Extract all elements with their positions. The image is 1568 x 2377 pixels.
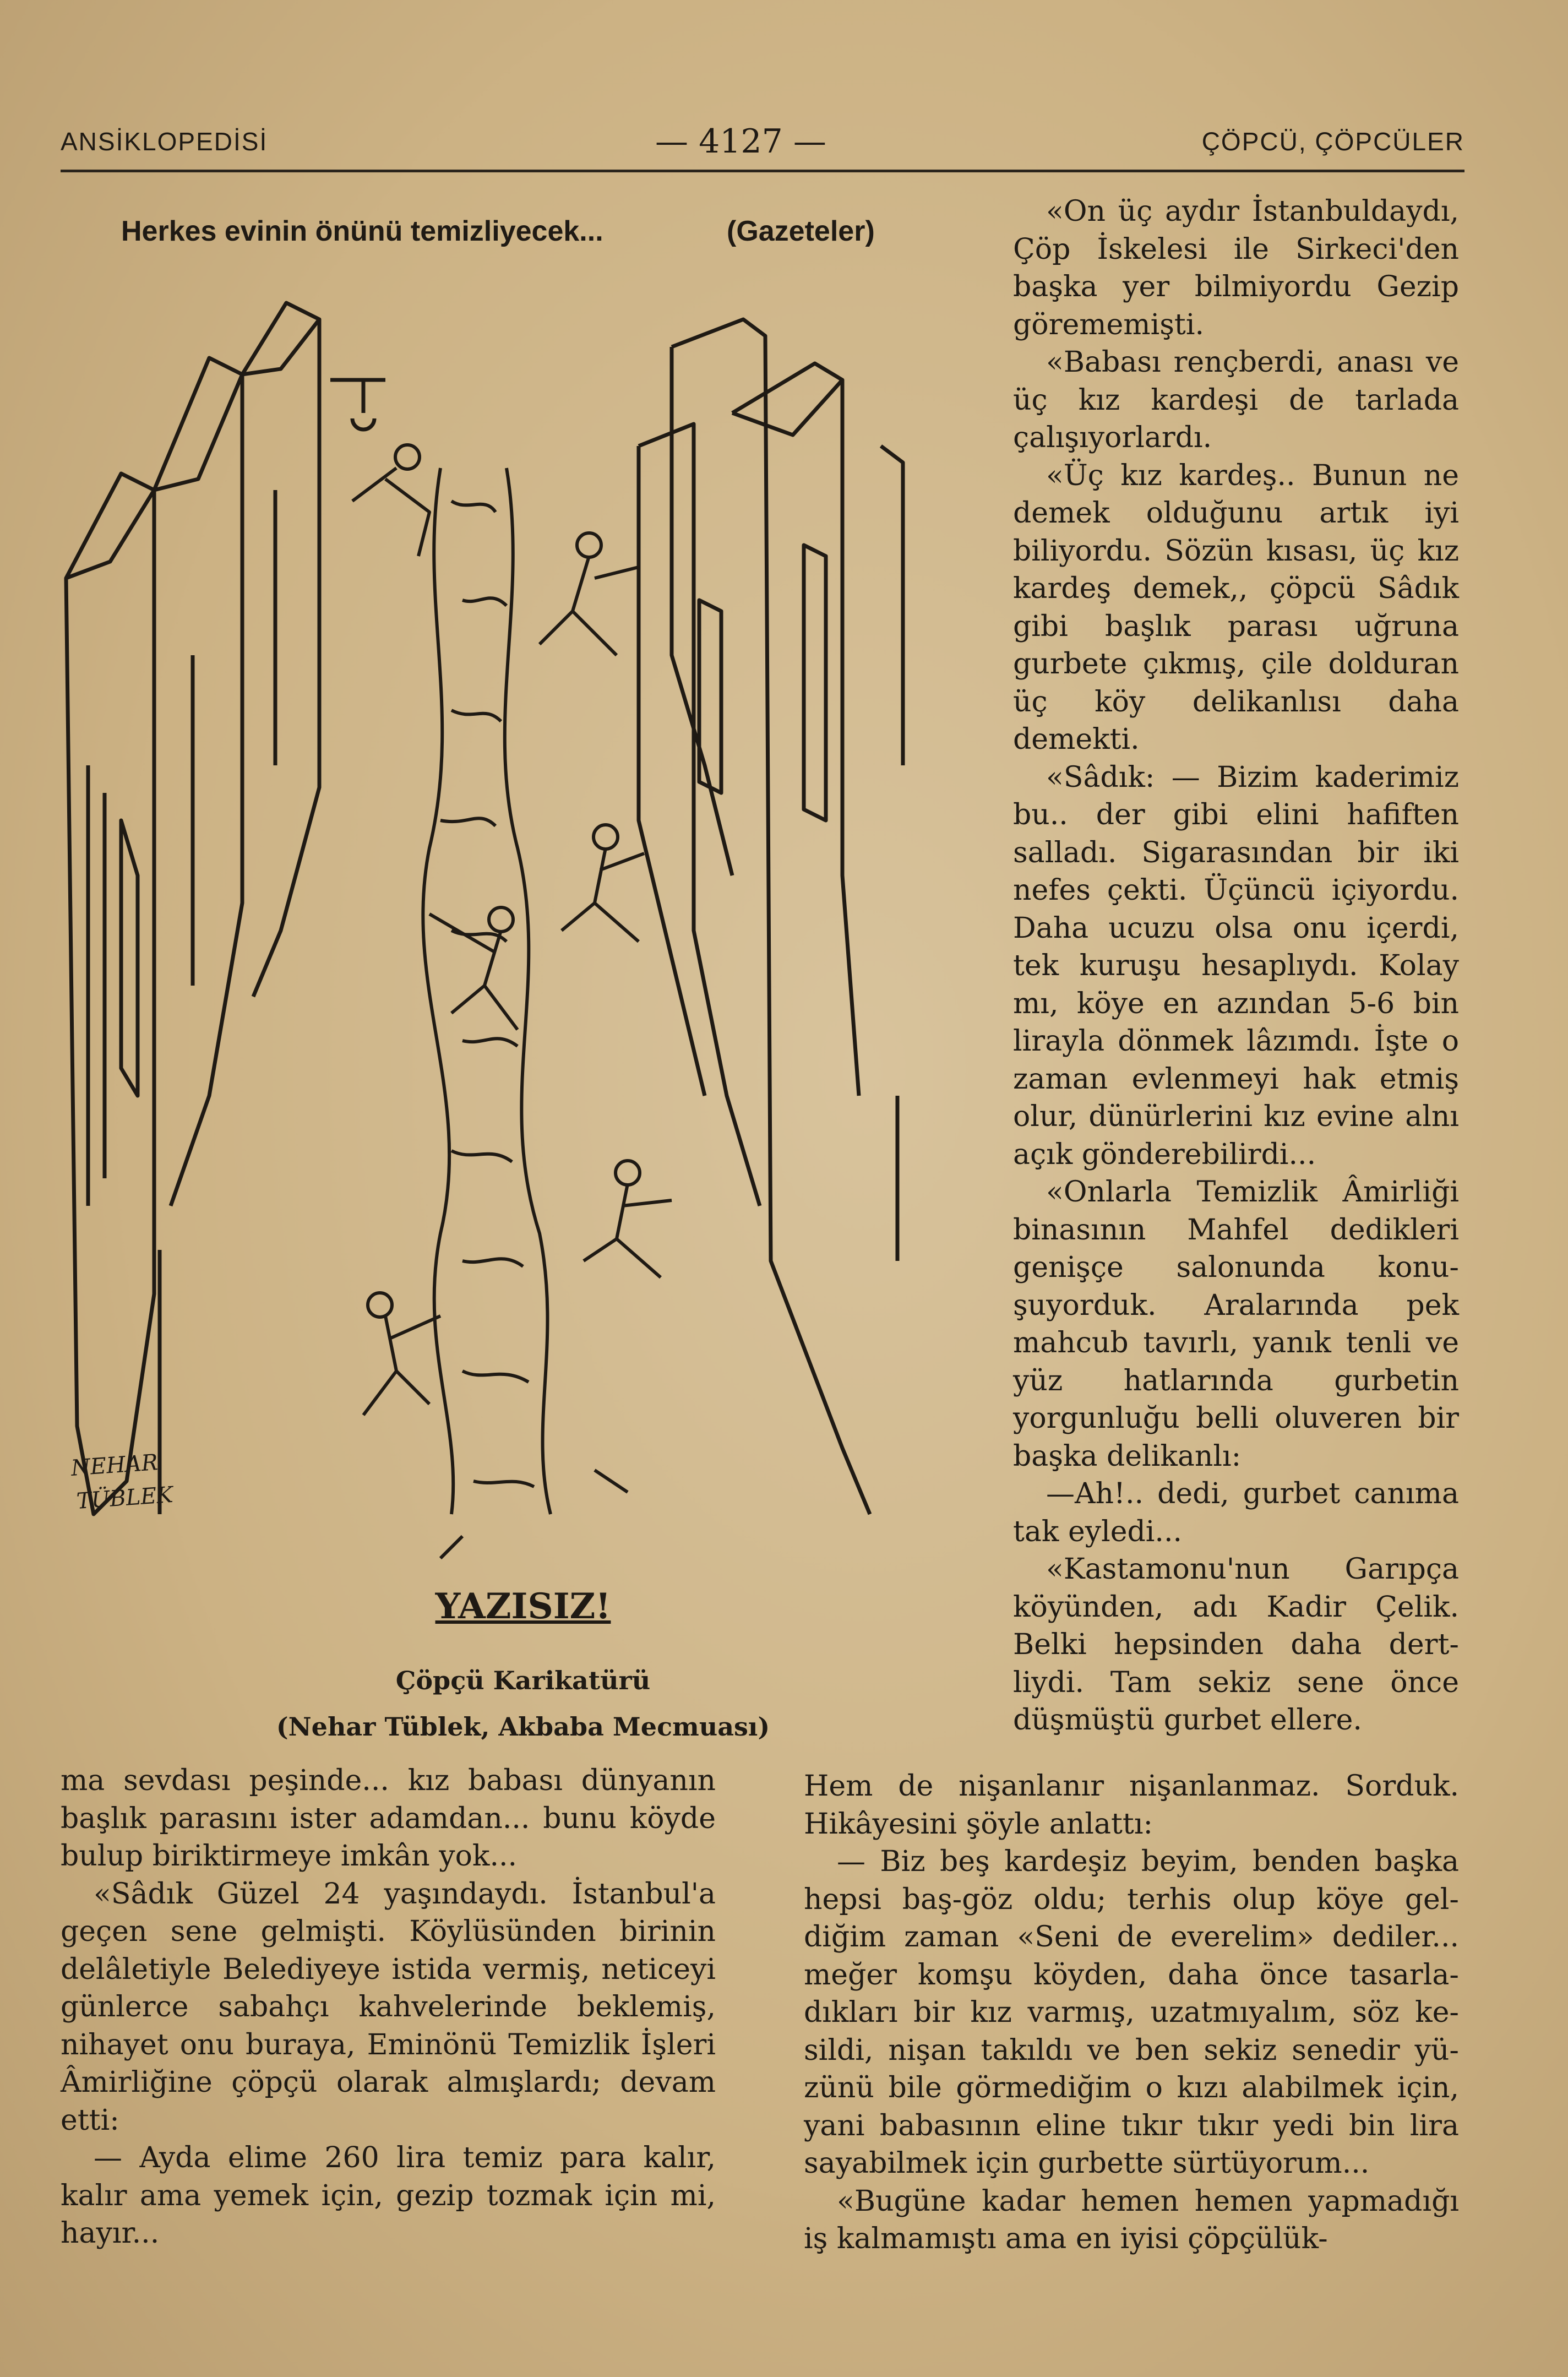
cartoon-title: YAZISIZ! (435, 1586, 611, 1627)
cartoon-illustration (44, 270, 963, 1569)
paragraph: «On üç aydır İstanbuldaydı, Çöp İskelesi ile Sirkeci'den başka yer bilmiyordu Gezip görememişti. (1013, 195, 1459, 341)
header-rule (61, 170, 1464, 172)
paragraph: «Sâdık: — Bizim kaderimiz bu.. der gibi elini hafiften salladı. Sigarasından bir iki nefes çekti. Üçüncü içiyordu. Daha ucuzu olsa onu içerdi, tek kuruşu hesaplıydı. Kolay mı, köye en azından 5-6 bin lirayla dönmek lâzımdı. İşte o zaman evlenmeyi hak etmiş olur, dünürlerini kız evine alnı açık gönderebilirdi... (1013, 760, 1459, 1171)
left-text-column (61, 1762, 716, 2253)
page-number: — 4127 — (655, 122, 826, 161)
cartoon-title-block (248, 1586, 798, 1742)
svg-text:NEHAR: NEHAR (70, 1450, 159, 1481)
page-header (61, 122, 1464, 171)
paragraph: «Kastamonu'nun Garıpça köyünden, adı Kadir Çelik. Belki hepsinden daha dertliydi. Tam sekiz sene önce düşmüştü gurbet ellere. (1013, 1553, 1459, 1737)
header-article-title: ÇÖPCÜ, ÇÖPCÜLER (1201, 127, 1464, 156)
paragraph: — Biz beş kardeşiz beyim, benden başka hepsi baş-göz oldu; terhis olup köye geldiğim zaman «Seni de everelim» dediler... meğer komşu köyden, daha önce tasarladıkları bir kız varmış, uzatmıyalım, söz kesildi, nişan takıldı ve ben sekiz senedir yüzünü bile görmediğim o kızı alabilmek için, yani babasının eline tıkır tıkır yedi bin lira sayabilmek için gurbette sürtüyorum... (804, 1845, 1459, 2180)
bottom-right-text-column (804, 1767, 1459, 2258)
paragraph: ma sevdası peşinde... kız babası dünyanın başlık parasını ister adamdan... bunu köyde bulup biriktirmeye imkân yok... (61, 1764, 716, 1873)
paragraph: — Ayda elime 260 lira temiz para kalır, kalır ama yemek için, gezip tozmak için mi, hayır... (61, 2141, 716, 2250)
cartoon-top-caption (83, 215, 897, 270)
paragraph: —Ah!.. dedi, gurbet canıma tak eyledi... (1013, 1477, 1459, 1548)
paragraph: «Sâdık Güzel 24 yaşındaydı. İstanbul'a geçen sene gelmişti. Köylüsünden birinin delâletiyle Belediyeye istida vermiş, neticeyi günlerce sabahçı kahvelerinde beklemiş, nihayet onu buraya, Eminönü Temizlik İşleri Âmirliğine çöpçü olarak almışlardı; devam etti: (61, 1877, 716, 2137)
left-buildings-drawing (66, 303, 385, 1514)
paragraph: «Onlarla Temizlik Âmirliği binasının Mahfel dedikleri genişçe salonunda konuşuyorduk. Aralarında pek mahcub tavırlı, yanık tenli ve yüz hatlarında gurbetin yorgunluğu belli oluveren bir başka delikanlı: (1013, 1176, 1459, 1473)
cartoon-credit: (Nehar Tüblek, Akbaba Mecmuası) (276, 1712, 770, 1742)
right-buildings-drawing (639, 319, 903, 1514)
cartoon-subtitle: Çöpçü Karikatürü (395, 1666, 651, 1695)
paragraph: «Üç kız kardeş.. Bunun ne demek olduğunu artık iyi biliyordu. Sözün kısası, üç kız kardeş demek,, çöpcü Sâdık gibi başlık parası uğruna gurbete çıkmış, çile dolduran üç köy delikanlısı daha demekti. (1013, 459, 1459, 756)
garbage-pile-drawing (352, 445, 672, 1558)
paragraph: «Bugüne kadar hemen hemen yapmadığı iş kalmamıştı ama en iyisi çöpçülük- (804, 2184, 1459, 2255)
right-text-column (1013, 193, 1459, 1739)
header-section-title: ANSİKLOPEDİSİ (61, 127, 268, 156)
cartoon-caption-left: Herkes evinin önünü temizliyecek... (121, 215, 603, 247)
paragraph: Hem de nişanlanır nişanlanmaz. Sorduk. Hikâyesini şöyle anlattı: (804, 1770, 1459, 1841)
svg-text:TÜBLEK: TÜBLEK (75, 1482, 174, 1514)
paragraph: «Babası rençberdi, anası ve üç kız kardeşi de tarlada çalışıyorlardı. (1013, 346, 1459, 454)
cartoon-caption-right: (Gazeteler) (727, 215, 875, 247)
